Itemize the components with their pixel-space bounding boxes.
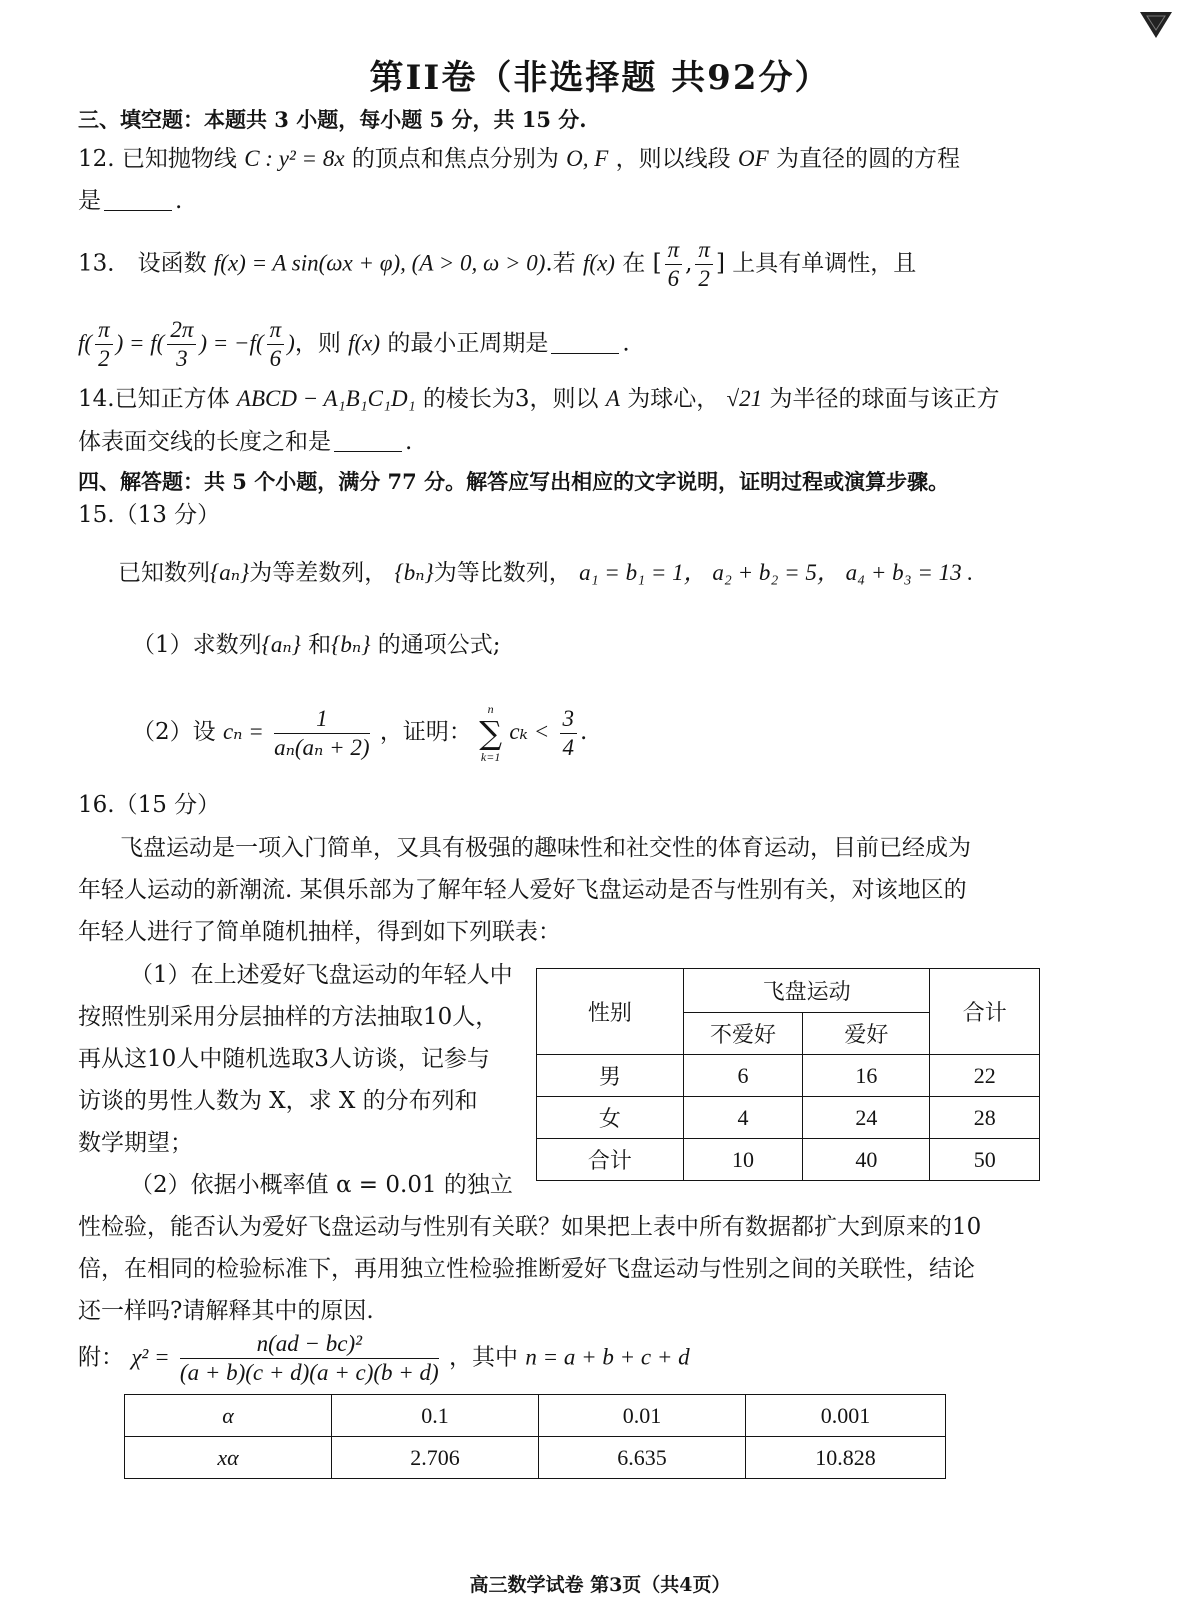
q16-part1-3: 再从这10人中随机选取3人访谈，记参与	[78, 1046, 490, 1072]
q14-line2: 体表面交线的长度之和是 .	[78, 429, 413, 455]
header-gender: 性别	[537, 969, 684, 1055]
table-row: 男 6 16 22	[537, 1055, 1040, 1097]
contingency-table	[536, 968, 1040, 1181]
appendix-formula: 附： χ² = $\frac{\text{n(ad − bc)²}}{(a + b)(c + d)(a + c)(b + d)}$ ，其中 n = a + b + c + d	[78, 1331, 690, 1385]
q16-part1-5: 数学期望；	[78, 1130, 193, 1156]
q16-part1-1: （1）在上述爱好飞盘运动的年轻人中	[130, 962, 513, 988]
critical-value-table	[124, 1394, 946, 1479]
q16-header: 16.（15 分）	[78, 792, 221, 818]
table-row: α 0.1 0.01 0.001	[125, 1395, 946, 1437]
page-title: 第II卷（非选择题 共92分）	[369, 58, 831, 98]
q16-part1-2: 按照性别采用分层抽样的方法抽取10人，	[78, 1004, 499, 1030]
table-row: xα 2.706 6.635 10.828	[125, 1437, 946, 1479]
section4-header: 四、解答题：共 5 个小题，满分 77 分。解答应写出相应的文字说明，证明过程或演算步骤。	[78, 469, 950, 494]
q16-part2-4: 还一样吗?请解释其中的原因.	[78, 1298, 374, 1324]
section3-header: 三、填空题：本题共 3 小题，每小题 5 分，共 15 分.	[78, 107, 587, 132]
q16-part2-3: 倍，在相同的检验标准下，再用独立性检验推断爱好飞盘运动与性别之间的关联性，结论	[78, 1256, 975, 1282]
q12-line2: 是 .	[78, 188, 183, 214]
header-total: 合计	[930, 969, 1040, 1055]
q16-intro-1: 飞盘运动是一项入门简单，又具有极强的趣味性和社交性的体育运动，目前已经成为	[120, 835, 971, 861]
q15-stem: 已知数列{aₙ}为等差数列， {bₙ}为等比数列， a₁ = b₁ = 1， a₂ + b₂ = 5， a₄ + b₃ = 13 .	[118, 560, 974, 586]
page-footer: 高三数学试卷 第3页（共4页）	[469, 1574, 731, 1596]
table-row: 合计 10 40 50	[537, 1139, 1040, 1181]
q16-part2-2: 性检验，能否认为爱好飞盘运动与性别有关联？如果把上表中所有数据都扩大到原来的10	[78, 1214, 982, 1240]
q14-line1: 14.已知正方体 ABCD − A₁B₁C₁D₁ 的棱长为3，则以 A 为球心， √21 为半径的球面与该正方	[78, 386, 1000, 412]
corner-triangle-mark	[1138, 10, 1174, 40]
answer-blank	[551, 331, 619, 354]
q16-part1-4: 访谈的男性人数为 X，求 X 的分布列和	[78, 1088, 478, 1114]
q13-line1: 13． 设函数 f(x) = A sin(ωx + φ), (A > 0, ω > 0).若 f(x) 在 [ $\frac{\pi}{6}$ , $\frac{\pi}{2}$ ] 上具有单调性，且	[78, 237, 917, 291]
q15-header: 15.（13 分）	[78, 502, 221, 528]
answer-blank	[334, 429, 402, 452]
q13-line2: f( $\frac{\pi}{2}$ ) = f( $\frac{2\pi}{3}$ ) = −f( $\frac{\pi}{6}$ )，则 f(x) 的最小正周期是 .	[78, 317, 630, 371]
q16-part2-1: （2）依据小概率值 α = 0.01 的独立	[130, 1172, 513, 1198]
q15-part2: （2）设 cₙ = $\frac{1}{\text{aₙ(aₙ + 2)}}$ ，证明： n ∑ k=1 cₖ < $\frac{3}{4}$ .	[132, 702, 588, 764]
answer-blank	[104, 188, 172, 211]
q16-intro-2: 年轻人运动的新潮流. 某俱乐部为了解年轻人爱好飞盘运动是否与性别有关，对该地区的	[78, 877, 967, 903]
q15-part1: （1）求数列{aₙ} 和{bₙ} 的通项公式;	[132, 632, 501, 658]
header-dislike: 不爱好	[683, 1013, 802, 1055]
q16-intro-3: 年轻人进行了简单随机抽样，得到如下列联表：	[78, 919, 561, 945]
q12-line1: 12. 已知抛物线 C : y² = 8x 的顶点和焦点分别为 O, F ，则以线段 OF 为直径的圆的方程	[78, 146, 960, 172]
table-row: 女 4 24 28	[537, 1097, 1040, 1139]
header-like: 爱好	[803, 1013, 930, 1055]
header-frisbee: 飞盘运动	[683, 969, 930, 1013]
